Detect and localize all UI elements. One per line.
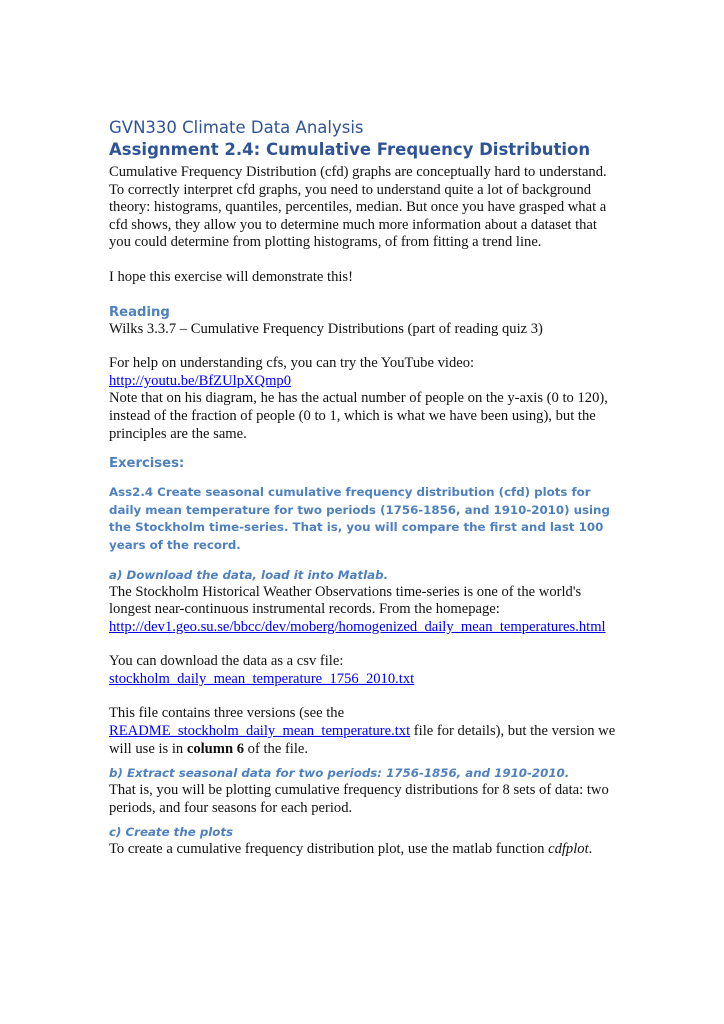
csv-file-link[interactable]: stockholm_daily_mean_temperature_1756_2010.txt xyxy=(109,670,415,687)
step-c-text: To create a cumulative frequency distribution plot, use the matlab function xyxy=(109,841,549,858)
intro-hope: I hope this exercise will demonstrate this! xyxy=(109,268,353,285)
intro-paragraph: Cumulative Frequency Distribution (cfd) graphs are conceptually hard to understand. To correctly interpret cfd graphs, you need to understand quite a lot of background theory: histograms, quantiles, percentiles, median. But once you have grasped what a cfd shows, they allow you to determine much more information about a dataset that you could determine from plotting histograms, of from fitting a trend line. xyxy=(109,164,607,251)
document-page xyxy=(109,118,617,859)
step-c-paragraph xyxy=(109,841,617,859)
youtube-video-link[interactable]: http://youtu.be/BfZUlpXQmp0 xyxy=(109,372,292,389)
reading-help-text: For help on understanding cfs, you can try the YouTube video: xyxy=(109,355,475,372)
course-title: GVN330 Climate Data Analysis xyxy=(109,118,364,137)
step-c-heading: c) Create the plots xyxy=(109,825,234,840)
step-a-heading: a) Download the data, load it into Matlab. xyxy=(109,567,389,582)
function-name: cdfplot xyxy=(548,841,589,858)
download-text: You can download the data as a csv file: xyxy=(109,653,344,670)
versions-text-before: This file contains three versions (see the xyxy=(109,705,345,722)
step-b-text: That is, you will be plotting cumulative frequency distributions for 8 sets of data: two periods, and four seasons for each period. xyxy=(109,782,609,816)
step-c-text-end: . xyxy=(588,841,593,858)
readme-link[interactable]: README_stockholm_daily_mean_temperature.txt xyxy=(109,723,411,740)
step-b-heading: b) Extract seasonal data for two periods: 1756-1856, and 1910-2010. xyxy=(109,766,570,781)
reading-citation: Wilks 3.3.7 – Cumulative Frequency Distributions (part of reading quiz 3) xyxy=(109,320,543,337)
reading-note: Note that on his diagram, he has the actual number of people on the y-axis (0 to 120), instead of the fraction of people (0 to 1, which is what we have been using), but the principles are the same. xyxy=(109,390,608,442)
reading-heading: Reading xyxy=(109,304,170,320)
exercises-heading: Exercises: xyxy=(109,456,185,472)
homepage-link[interactable]: http://dev1.geo.su.se/bbcc/dev/moberg/homogenized_daily_mean_temperatures.html xyxy=(109,618,606,635)
column-number: column 6 xyxy=(186,740,245,757)
assignment-task: Ass2.4 Create seasonal cumulative frequency distribution (cfd) plots for daily mean temperature for two periods (1756-1856, and 1910-2010) using the Stockholm time-series. That is, you will compare the first and last 100 years of the record. xyxy=(109,485,610,552)
assignment-title: Assignment 2.4: Cumulative Frequency Distribution xyxy=(109,140,591,159)
step-a-text: The Stockholm Historical Weather Observations time-series is one of the world's longest near-continuous instrumental records. From the homepage: xyxy=(109,583,582,618)
versions-paragraph xyxy=(109,705,617,758)
versions-text-end: of the file. xyxy=(244,740,309,757)
versions-text-after: file for details), but the version we will use is in xyxy=(109,723,616,757)
